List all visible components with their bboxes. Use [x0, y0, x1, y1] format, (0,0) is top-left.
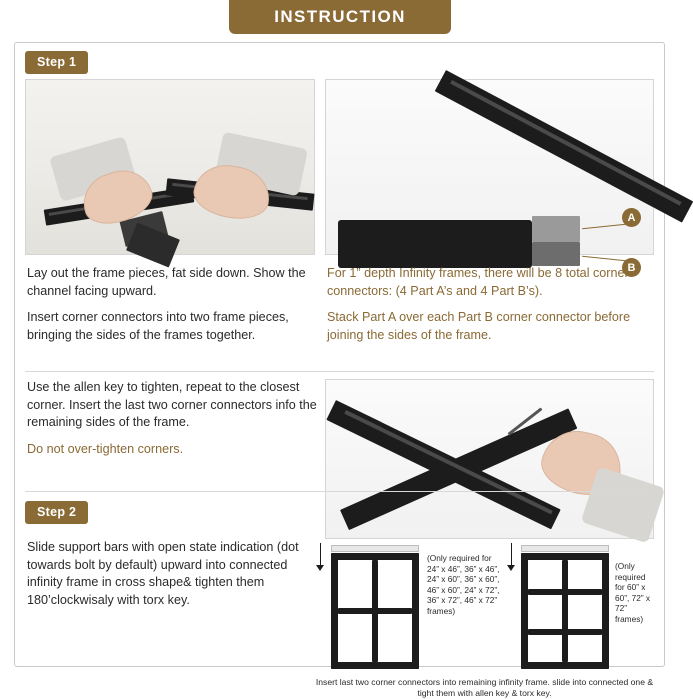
step1-text-left-p1: Lay out the frame pieces, fat side down. Show the channel facing upward.: [27, 266, 306, 298]
step-2-tag: Step 2: [25, 501, 88, 524]
callout-badge-a: A: [622, 208, 641, 227]
step2-note-right: (Only required for 60” x 60”, 72” x 72” frames): [615, 561, 651, 624]
frame-left: [331, 553, 338, 669]
divider-2: [25, 491, 654, 492]
frame-top: [331, 553, 419, 560]
step2-caption: Insert last two corner connectors into remaining infinity frame. slide into connected one & tight them with allen key & torx key.: [315, 677, 654, 698]
step2-text: [27, 539, 317, 609]
callout-badge-b: B: [622, 258, 641, 277]
step-1-tag: Step 1: [25, 51, 88, 74]
leader-line-b: [582, 256, 626, 262]
frame-bottom: [521, 662, 609, 669]
step1-text-left: [27, 265, 319, 344]
frame-right: [412, 553, 419, 669]
step1-text-lower: [27, 379, 319, 458]
step1-warning-text: Do not over-tighten corners.: [27, 441, 184, 456]
step1-text-right-p2: Stack Part A over each Part B corner connector before joining the sides of the frame.: [327, 310, 631, 342]
support-bar-vertical: [562, 560, 568, 662]
header-banner: [229, 0, 451, 34]
cap-bar-left: [331, 545, 419, 552]
frame-top: [521, 553, 609, 560]
photo-step1-connectors: [325, 79, 654, 274]
arrow-stem-left: [320, 543, 321, 565]
frame-diagram-right: [521, 553, 609, 669]
photo-step1-tighten: [325, 379, 654, 539]
step1-text-left-p2: Insert corner connectors into two frame pieces, bringing the sides of the frames together.: [27, 310, 289, 342]
page-title: INSTRUCTION: [274, 7, 406, 26]
cap-bar-right: [521, 545, 609, 552]
step2-text-p1: Slide support bars with open state indication (dot towards bolt by default) upward into connected infinity frame in cross shape& tighten them 180’clockwisaly with torx key.: [27, 540, 299, 607]
divider-1: [25, 371, 654, 372]
step2-diagram: [315, 539, 654, 694]
support-bar-horizontal-upper: [528, 589, 602, 595]
frame-bottom: [331, 662, 419, 669]
connector-part-b: [532, 242, 580, 266]
step1-text-right-p1: For 1” depth Infinity frames, there will be 8 total corner connectors: (4 Part A’s and 4 Part B’s).: [327, 266, 629, 298]
support-bar-horizontal-lower: [528, 629, 602, 635]
arrow-down-left: [316, 565, 324, 571]
frame-right: [602, 553, 609, 669]
frame-bar-foreground: [338, 220, 532, 268]
step2-note-left: (Only required for 24” x 46”, 36” x 46”, 24” x 60”, 36” x 60”, 46” x 60”, 24” x 72”, 36” x 72”, 46” x 72” frames): [427, 553, 500, 616]
support-bar-horizontal: [338, 608, 412, 614]
step1-text-right: [327, 265, 652, 344]
step1-text-lower-p1: Use the allen key to tighten, repeat to the closest corner. Insert the last two corner connectors info the remaining sides of the frame.: [27, 380, 317, 430]
arrow-down-right: [507, 565, 515, 571]
content-frame: [14, 42, 665, 698]
frame-left: [521, 553, 528, 669]
frame-diagram-left: [331, 553, 419, 669]
connector-part-a: [532, 216, 580, 242]
photo-step1-layout: [25, 79, 315, 255]
arrow-stem-right: [511, 543, 512, 565]
